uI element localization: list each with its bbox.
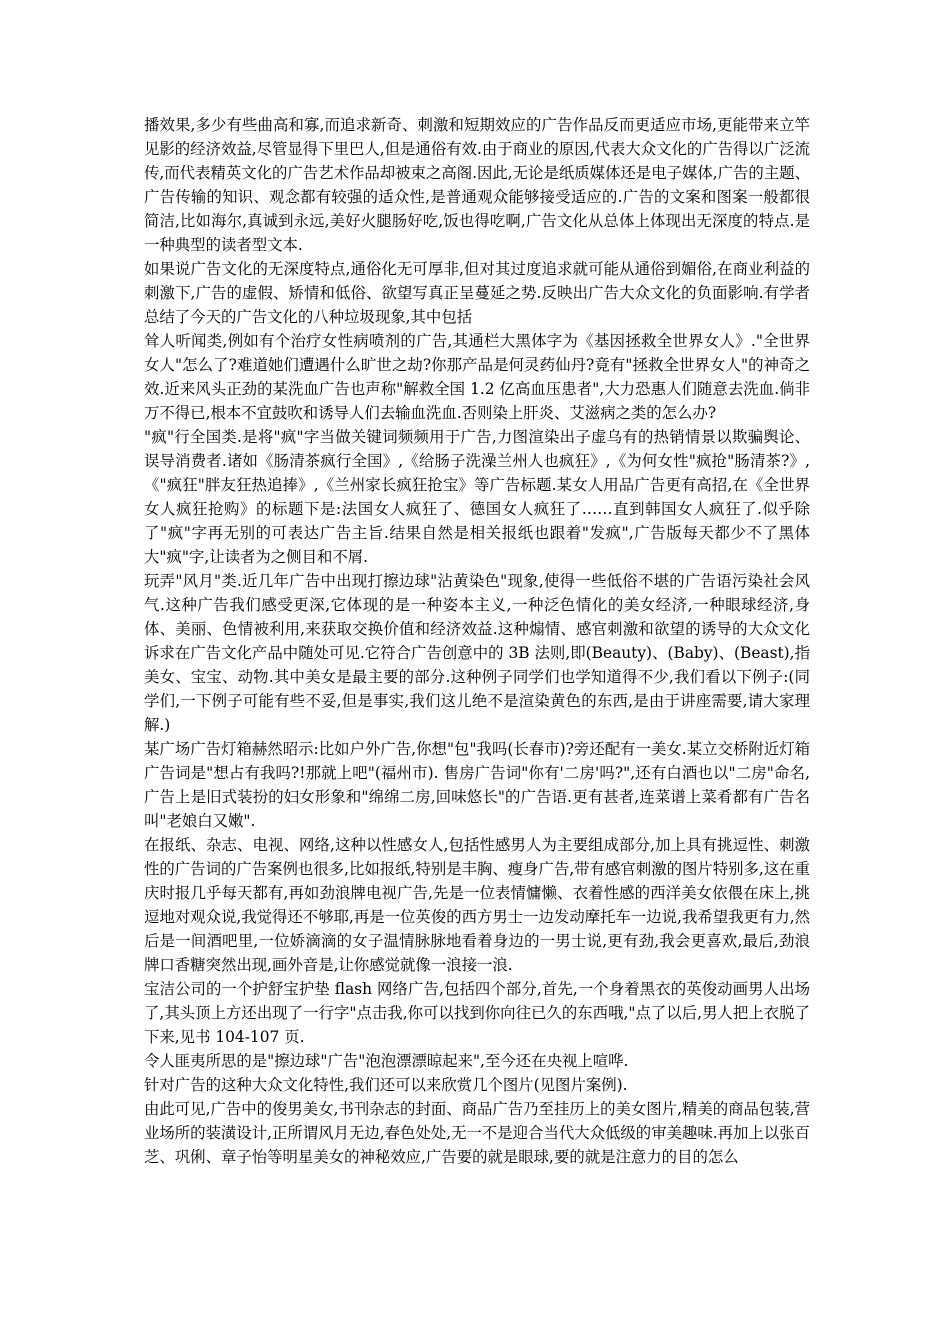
- paragraph-3: 耸人听闻类,例如有个治疗女性病喷剂的广告,其通栏大黑体字为《基因拯救全世界女人》."全世界女人"怎么了?难道她们遭遇什么旷世之劫?你那产品是何灵药仙丹?竟有"拯救全世界女人"的神奇之效.近来风头正劲的某洗血广告也声称"解救全国 1.2 亿高血压患者",大力恐惠人们随意去洗血.倘非万不得已,根本不宜鼓吹和诱导人们去输血洗血.否则染上肝炎、艾滋病之类的怎么办?: [144, 332, 810, 422]
- paragraph-1: 播效果,多少有些曲高和寡,而追求新奇、刺激和短期效应的广告作品反而更适应市场,更能带来立竿见影的经济效益,尽管显得下里巴人,但是通俗有效.由于商业的原因,代表大众文化的广告得以广泛流传,而代表精英文化的广告艺术作品却被束之高阁.因此,无论是纸质媒体还是电子媒体,广告的主题、广告传输的知识、观念都有较强的适众性,是普通观众能够接受适应的.广告的文案和图案一般都很简洁,比如海尔,真诚到永远,美好火腿肠好吃,饭也得吃啊,广告文化从总体上体现出无深度的特点.是一种典型的读者型文本.: [144, 116, 810, 254]
- paragraph-4: "疯"行全国类.是将"疯"字当做关键词频频用于广告,力图渲染出子虚乌有的热销情景以欺骗舆论、误导消费者.诸如《肠清茶疯行全国》,《给肠子洗澡兰州人也疯狂》,《为何女性"疯抢"肠清茶?》,《"疯狂"胖友狂热追捧》,《兰州家长疯狂抢宝》等广告标题.某女人用品广告更有高招,在《全世界女人疯狂抢购》的标题下是:法国女人疯狂了、德国女人疯狂了……直到韩国女人疯狂了.似乎除了"疯"字再无别的可表达广告主旨.结果自然是相关报纸也跟着"发疯",广告版每天都少不了黑体大"疯"字,让读者为之侧目和不屑.: [144, 428, 810, 566]
- paragraph-8: 宝洁公司的一个护舒宝护垫 flash 网络广告,包括四个部分,首先,一个身着黑衣的英俊动画男人出场了,其头顶上方还出现了一行字"点击我,你可以找到你向往已久的东西哦,"点了以后,男人把上衣脱了下来,见书 104-107 页.: [144, 980, 810, 1046]
- paragraph-10: 针对广告的这种大众文化特性,我们还可以来欣赏几个图片(见图片案例).: [144, 1076, 628, 1094]
- paragraph-11: 由此可见,广告中的俊男美女,书刊杂志的封面、商品广告乃至挂历上的美女图片,精美的商品包装,营业场所的装潢设计,正所谓风月无边,春色处处,无一不是迎合当代大众低级的审美趣味.再加上以张百芝、巩俐、章子怡等明星美女的神秘效应,广告要的就是眼球,要的就是注意力的目的怎么: [144, 1100, 810, 1166]
- paragraph-9: 令人匪夷所思的是"擦边球"广告"泡泡漂漂晾起来",至今还在央视上喧哗.: [144, 1052, 629, 1070]
- paragraph-6: 某广场广告灯箱赫然昭示:比如户外广告,你想"包"我吗(长春市)?旁还配有一美女.某立交桥附近灯箱广告词是"想占有我吗?!那就上吧"(福州市). 售房广告词"你有'二房'吗?",还有白酒也以"二房"命名,广告上是旧式装扮的妇女形象和"绵绵二房,回味悠长"的广告语.更有甚者,连菜谱上菜肴都有广告名叫"老娘白又嫩".: [144, 740, 810, 830]
- document-body: [144, 113, 810, 1169]
- paragraph-2: 如果说广告文化的无深度特点,通俗化无可厚非,但对其过度追求就可能从通俗到媚俗,在商业利益的刺激下,广告的虚假、矫情和低俗、欲望写真正呈蔓延之势.反映出广告大众文化的负面影响.有学者总结了今天的广告文化的八种垃圾现象,其中包括: [144, 260, 810, 326]
- paragraph-7: 在报纸、杂志、电视、网络,这种以性感女人,包括性感男人为主要组成部分,加上具有挑逗性、刺激性的广告词的广告案例也很多,比如报纸,特别是丰胸、瘦身广告,带有感官刺激的图片特别多,这在重庆时报几乎每天都有,再如劲浪牌电视广告,先是一位表情慵懒、衣着性感的西洋美女依偎在床上,挑逗地对观众说,我觉得还不够耶,再是一位英俊的西方男士一边发动摩托车一边说,我希望我更有力,然后是一间酒吧里,一位娇滴滴的女子温情脉脉地看着身边的一男士说,更有劲,我会更喜欢,最后,劲浪牌口香糖突然出现,画外音是,让你感觉就像一浪接一浪.: [144, 836, 810, 974]
- paragraph-5: 玩弄"风月"类.近几年广告中出现打擦边球"沾黄染色"现象,使得一些低俗不堪的广告语污染社会风气.这种广告我们感受更深,它体现的是一种姿本主义,一种泛色情化的美女经济,一种眼球经济,身体、美丽、色情被利用,来获取交换价值和经济效益.这种煽情、感官刺激和欲望的诱导的大众文化诉求在广告文化产品中随处可见.它符合广告创意中的 3B 法则,即(Beauty)、(Baby)、(Beast),指美女、宝宝、动物.其中美女是最主要的部分.这种例子同学们也学知道得不少,我们看以下例子:(同学们,一下例子可能有些不妥,但是事实,我们这儿绝不是渲染黄色的东西,是由于讲座需要,请大家理解.): [144, 572, 810, 734]
